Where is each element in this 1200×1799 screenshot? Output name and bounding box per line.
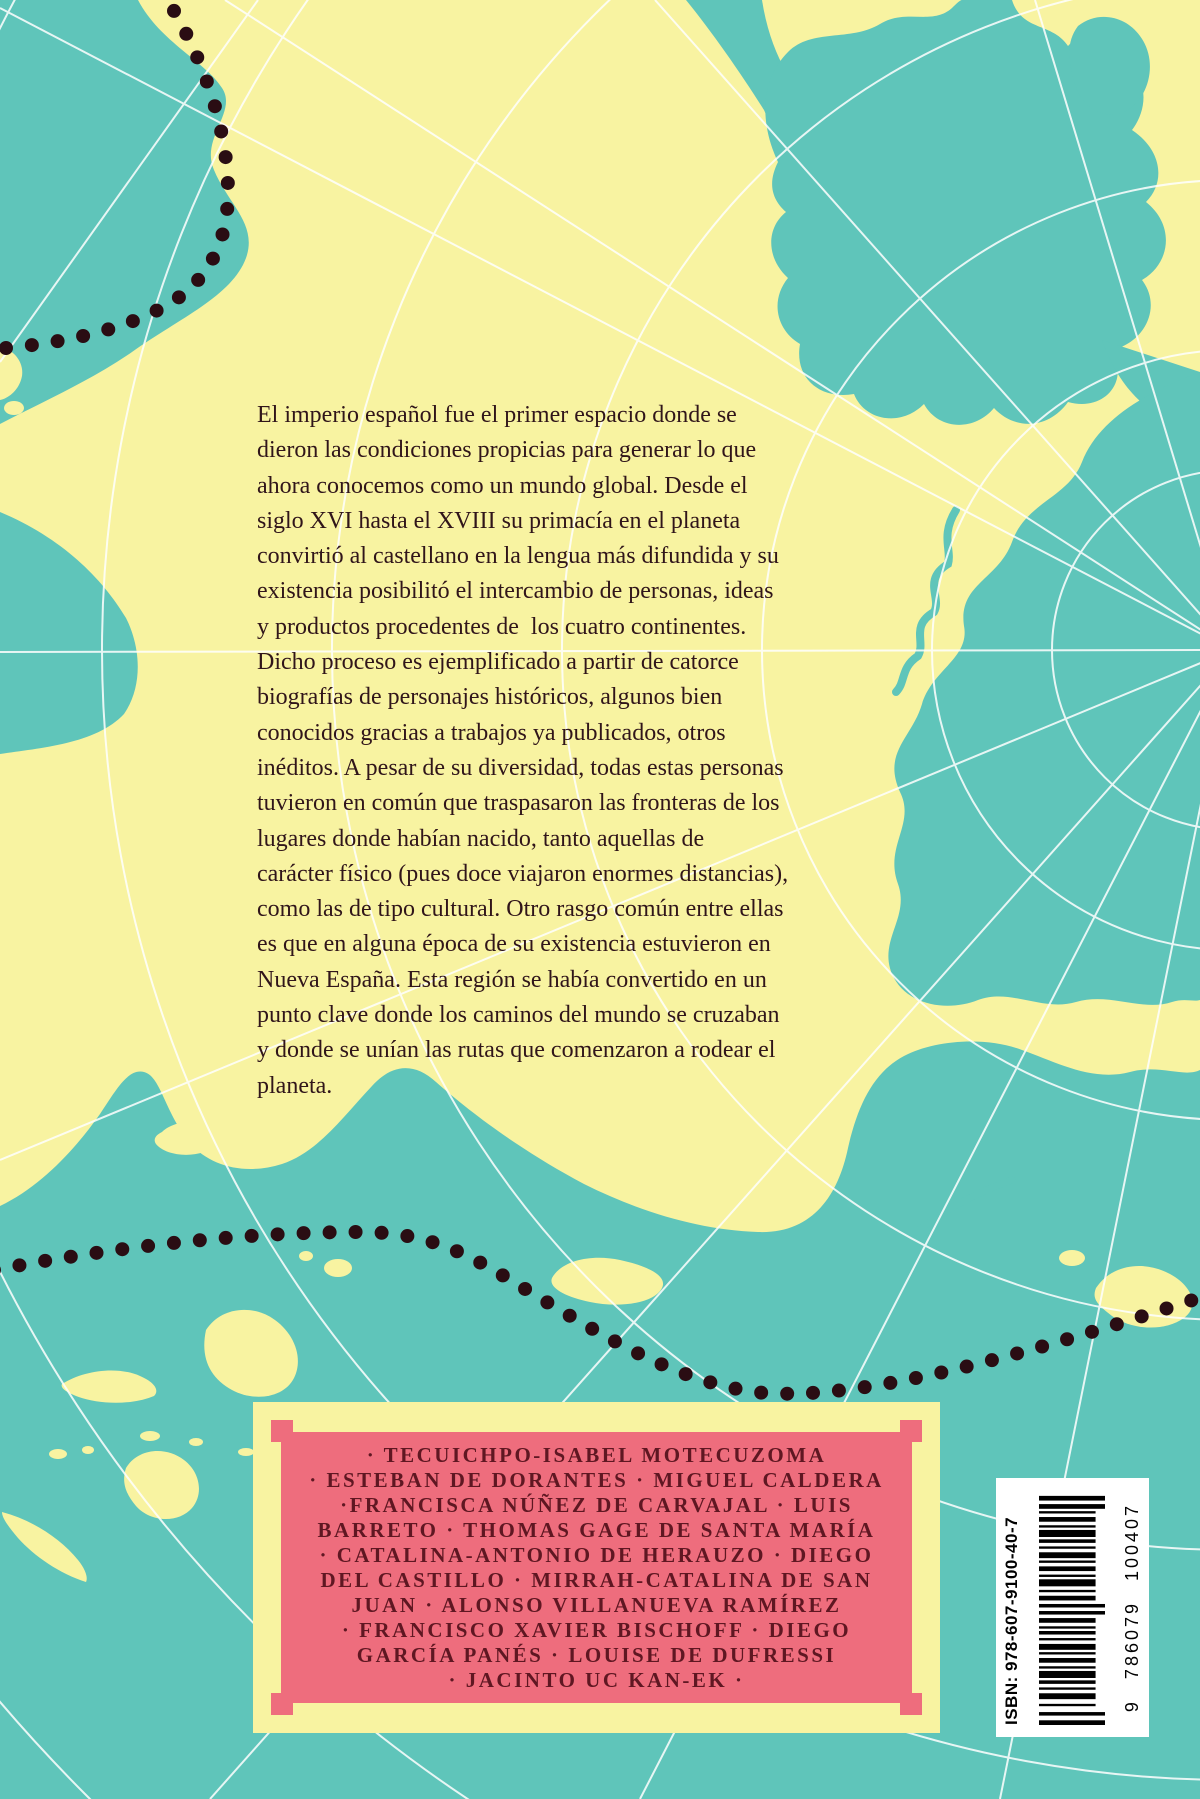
- plaque-name-line: BARRETO · THOMAS GAGE DE SANTA MARÍA: [317, 1517, 876, 1542]
- synopsis-line: biografías de personajes históricos, algunos bien: [257, 684, 723, 711]
- synopsis-line: ahora conocemos como un mundo global. Desde el: [257, 472, 748, 499]
- synopsis-text: [257, 398, 877, 1104]
- synopsis-line: existencia posibilitó el intercambio de personas, ideas: [257, 578, 774, 605]
- synopsis-line: y productos procedentes de los cuatro continentes.: [257, 613, 747, 640]
- synopsis-line: convirtió al castellano en la lengua más difundida y su: [257, 543, 779, 570]
- synopsis-line: inéditos. A pesar de su diversidad, todas estas personas: [257, 754, 784, 781]
- synopsis-line: conocidos gracias a trabajos ya publicados, otros: [257, 719, 726, 746]
- plaque-name-line: · ESTEBAN DE DORANTES · MIGUEL CALDERA: [309, 1467, 884, 1492]
- synopsis-line: siglo XVI hasta el XVIII su primacía en el planeta: [257, 507, 741, 534]
- names-plaque: [253, 1402, 940, 1733]
- names-plaque-panel: [281, 1432, 912, 1703]
- isbn-barcode: [996, 1478, 1149, 1737]
- isbn-barcode-rotated-content: [996, 1478, 1149, 1737]
- synopsis-line: punto clave donde los caminos del mundo se cruzaban: [257, 1002, 780, 1029]
- isbn-label: ISBN: 978-607-9100-40-7: [1002, 1516, 1021, 1725]
- plaque-name-line: · JACINTO UC KAN-EK ·: [448, 1667, 745, 1692]
- synopsis-line: carácter físico (pues doce viajaron enormes distancias),: [257, 860, 789, 887]
- plaque-name-line: · TECUICHPO-ISABEL MOTECUZOMA: [366, 1442, 827, 1467]
- plaque-name-line: · CATALINA-ANTONIO DE HERAUZO · DIEGO: [319, 1542, 874, 1567]
- synopsis-line: El imperio español fue el primer espacio donde se: [257, 402, 737, 428]
- plaque-name-line: JUAN · ALONSO VILLANUEVA RAMÍREZ: [351, 1592, 842, 1617]
- synopsis-line: como las de tipo cultural. Otro rasgo común entre ellas: [257, 896, 784, 923]
- synopsis-line: es que en alguna época de su existencia estuvieron en: [257, 931, 771, 958]
- plaque-name-line: ·FRANCISCA NÚÑEZ DE CARVAJAL · LUIS: [340, 1492, 853, 1517]
- synopsis-line: planeta.: [257, 1072, 333, 1099]
- synopsis-line: Nueva España. Esta región se había convertido en un: [257, 966, 767, 993]
- plaque-name-line: DEL CASTILLO · MIRRAH-CATALINA DE SAN: [320, 1567, 873, 1592]
- synopsis-line: Dicho proceso es ejemplificado a partir de catorce: [257, 649, 739, 676]
- synopsis-line: y donde se unían las rutas que comenzaron a rodear el: [257, 1037, 776, 1064]
- synopsis-line: lugares donde habían nacido, tanto aquellas de: [257, 825, 705, 852]
- plaque-name-line: · FRANCISCO XAVIER BISCHOFF · DIEGO: [341, 1617, 852, 1642]
- synopsis-line: dieron las condiciones propicias para generar lo que: [257, 437, 757, 464]
- barcode-bars: [1039, 1490, 1105, 1725]
- plaque-name-line: GARCÍA PANÉS · LOUISE DE DUFRESSI: [356, 1642, 837, 1667]
- barcode-digits: 9 786079 100407: [1122, 1502, 1142, 1713]
- synopsis-line: tuvieron en común que traspasaron las fronteras de los: [257, 790, 780, 817]
